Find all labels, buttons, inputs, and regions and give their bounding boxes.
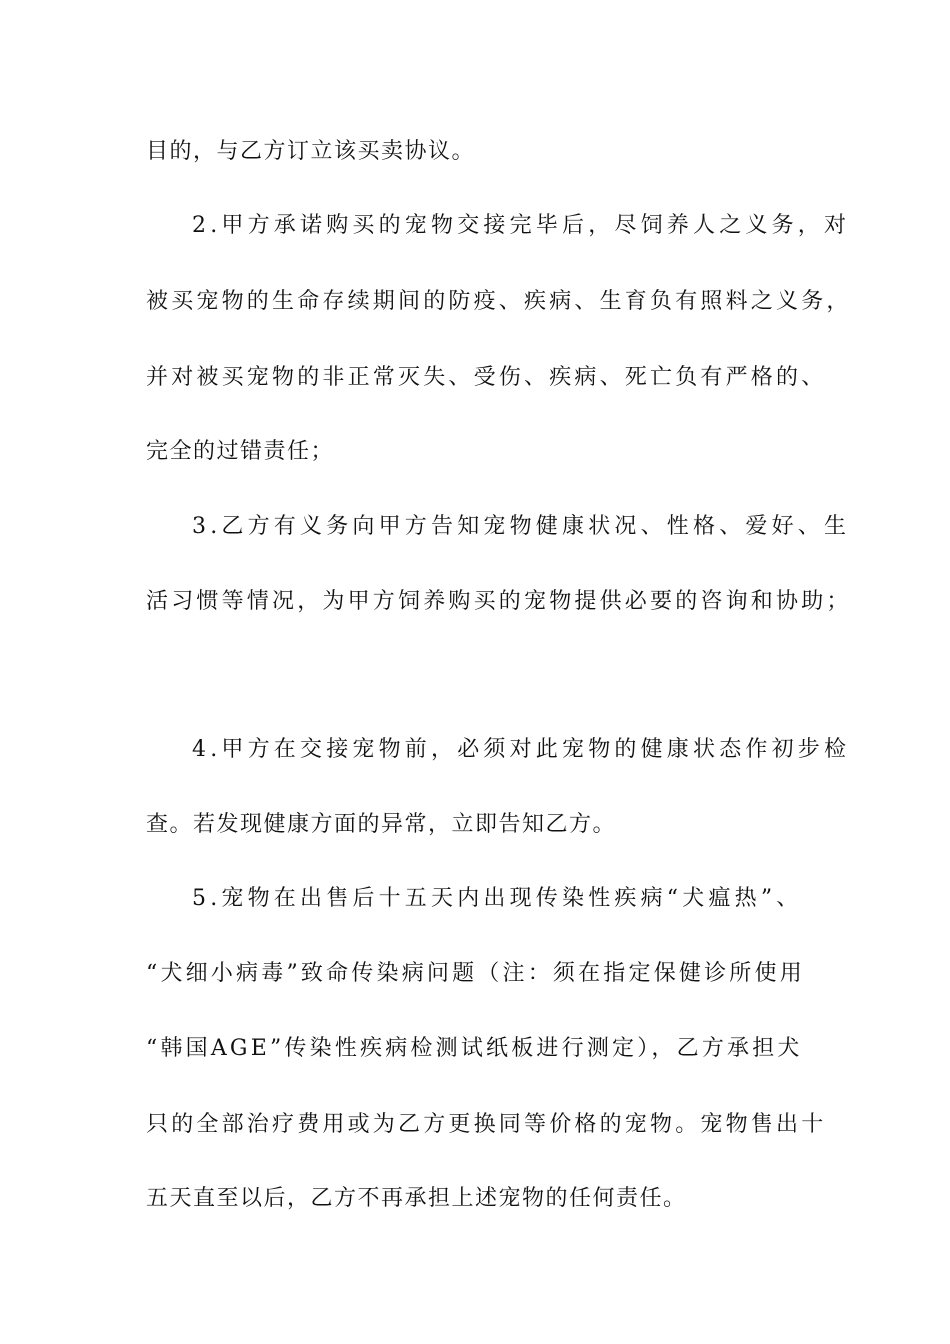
text-line: 被买宠物的生命存续期间的防疫、疾病、生育负有照料之义务， <box>146 289 852 314</box>
text-line: 目的，与乙方订立该买卖协议。 <box>146 139 476 164</box>
text-line: “犬细小病毒”致命传染病问题（注：须在指定保健诊所使用 <box>146 961 805 986</box>
text-line: 完全的过错责任； <box>146 439 335 464</box>
text-line: 3.乙方有义务向甲方告知宠物健康状况、性格、爱好、生 <box>192 514 851 539</box>
text-line: 查。若发现健康方面的异常，立即告知乙方。 <box>146 812 617 837</box>
text-line: “韩国AGE”传染性疾病检测试纸板进行测定），乙方承担犬 <box>146 1036 803 1061</box>
text-line: 并对被买宠物的非正常灭失、受伤、疾病、死亡负有严格的、 <box>146 365 827 390</box>
text-line: 五天直至以后，乙方不再承担上述宠物的任何责任。 <box>146 1186 687 1211</box>
text-line: 2.甲方承诺购买的宠物交接完毕后，尽饲养人之义务，对 <box>192 213 851 238</box>
text-line: 只的全部治疗费用或为乙方更换同等价格的宠物。宠物售出十 <box>146 1112 827 1137</box>
text-line: 5.宠物在出售后十五天内出现传染性疾病“犬瘟热”、 <box>192 886 803 911</box>
text-line: 4.甲方在交接宠物前，必须对此宠物的健康状态作初步检 <box>192 737 851 762</box>
text-line: 活习惯等情况，为甲方饲养购买的宠物提供必要的咨询和协助； <box>146 589 852 614</box>
